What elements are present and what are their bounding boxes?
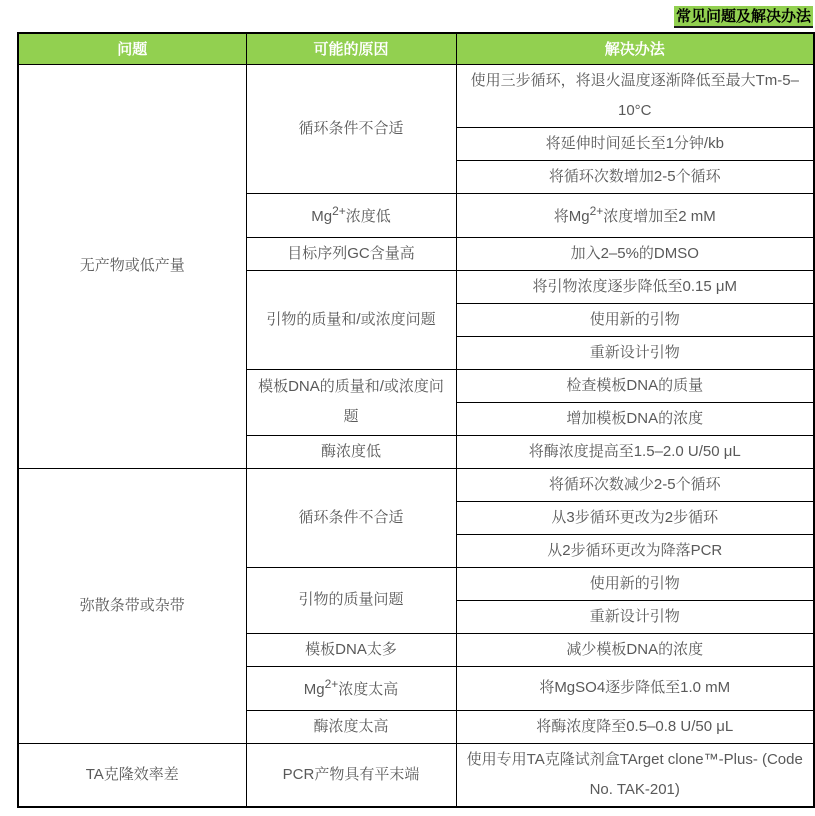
- header-cause: 可能的原因: [246, 33, 456, 64]
- header-problem: 问题: [18, 33, 246, 64]
- cause-cell: $Mg^{2+}$浓度低: [246, 193, 456, 237]
- troubleshooting-table: [17, 32, 815, 808]
- solution-cell: 将$Mg^{2+}$浓度增加至2 mM: [456, 193, 814, 237]
- solution-cell: 将引物浓度逐步降低至0.15 μM: [456, 270, 814, 303]
- solution-cell: 将延伸时间延长至1分钟/kb: [456, 127, 814, 160]
- cause-cell: 模板DNA太多: [246, 633, 456, 666]
- cause-cell: 引物的质量和/或浓度问题: [246, 270, 456, 369]
- solution-cell: 检查模板DNA的质量: [456, 369, 814, 402]
- solution-cell: 增加模板DNA的浓度: [456, 402, 814, 435]
- problem-cell: 弥散条带或杂带: [18, 468, 246, 743]
- table-row: [18, 468, 814, 501]
- solution-cell: 将循环次数减少2-5个循环: [456, 468, 814, 501]
- table-row: [18, 743, 814, 807]
- solution-cell: 将MgSO4逐步降低至1.0 mM: [456, 666, 814, 710]
- cause-cell: PCR产物具有平末端: [246, 743, 456, 807]
- solution-cell: 将循环次数增加2-5个循环: [456, 160, 814, 193]
- title-row: [17, 6, 813, 28]
- solution-cell: 减少模板DNA的浓度: [456, 633, 814, 666]
- cause-cell: 酶浓度太高: [246, 710, 456, 743]
- problem-cell: 无产物或低产量: [18, 64, 246, 468]
- page-title: 常见问题及解决办法: [674, 6, 813, 28]
- cause-cell: 循环条件不合适: [246, 64, 456, 193]
- header-solution: 解决办法: [456, 33, 814, 64]
- cause-cell: 模板DNA的质量和/或浓度问题: [246, 369, 456, 435]
- cause-cell: $Mg^{2+}$浓度太高: [246, 666, 456, 710]
- cause-cell: 酶浓度低: [246, 435, 456, 468]
- header-row: [18, 33, 814, 64]
- solution-cell: 从3步循环更改为2步循环: [456, 501, 814, 534]
- cause-cell: 引物的质量问题: [246, 567, 456, 633]
- solution-cell: 从2步循环更改为降落PCR: [456, 534, 814, 567]
- solution-cell: 使用专用TA克隆试剂盒TArget clone™-Plus- (Code No. TAK-201): [456, 743, 814, 807]
- cause-cell: 循环条件不合适: [246, 468, 456, 567]
- problem-cell: TA克隆效率差: [18, 743, 246, 807]
- cause-cell: 目标序列GC含量高: [246, 237, 456, 270]
- table-row: [18, 64, 814, 127]
- solution-cell: 使用新的引物: [456, 567, 814, 600]
- solution-cell: 重新设计引物: [456, 600, 814, 633]
- solution-cell: 使用三步循环，将退火温度逐渐降低至最大Tm-5–10°C: [456, 64, 814, 127]
- solution-cell: 将酶浓度降至0.5–0.8 U/50 μL: [456, 710, 814, 743]
- solution-cell: 使用新的引物: [456, 303, 814, 336]
- table-body: [18, 64, 814, 807]
- solution-cell: 加入2–5%的DMSO: [456, 237, 814, 270]
- solution-cell: 重新设计引物: [456, 336, 814, 369]
- solution-cell: 将酶浓度提高至1.5–2.0 U/50 μL: [456, 435, 814, 468]
